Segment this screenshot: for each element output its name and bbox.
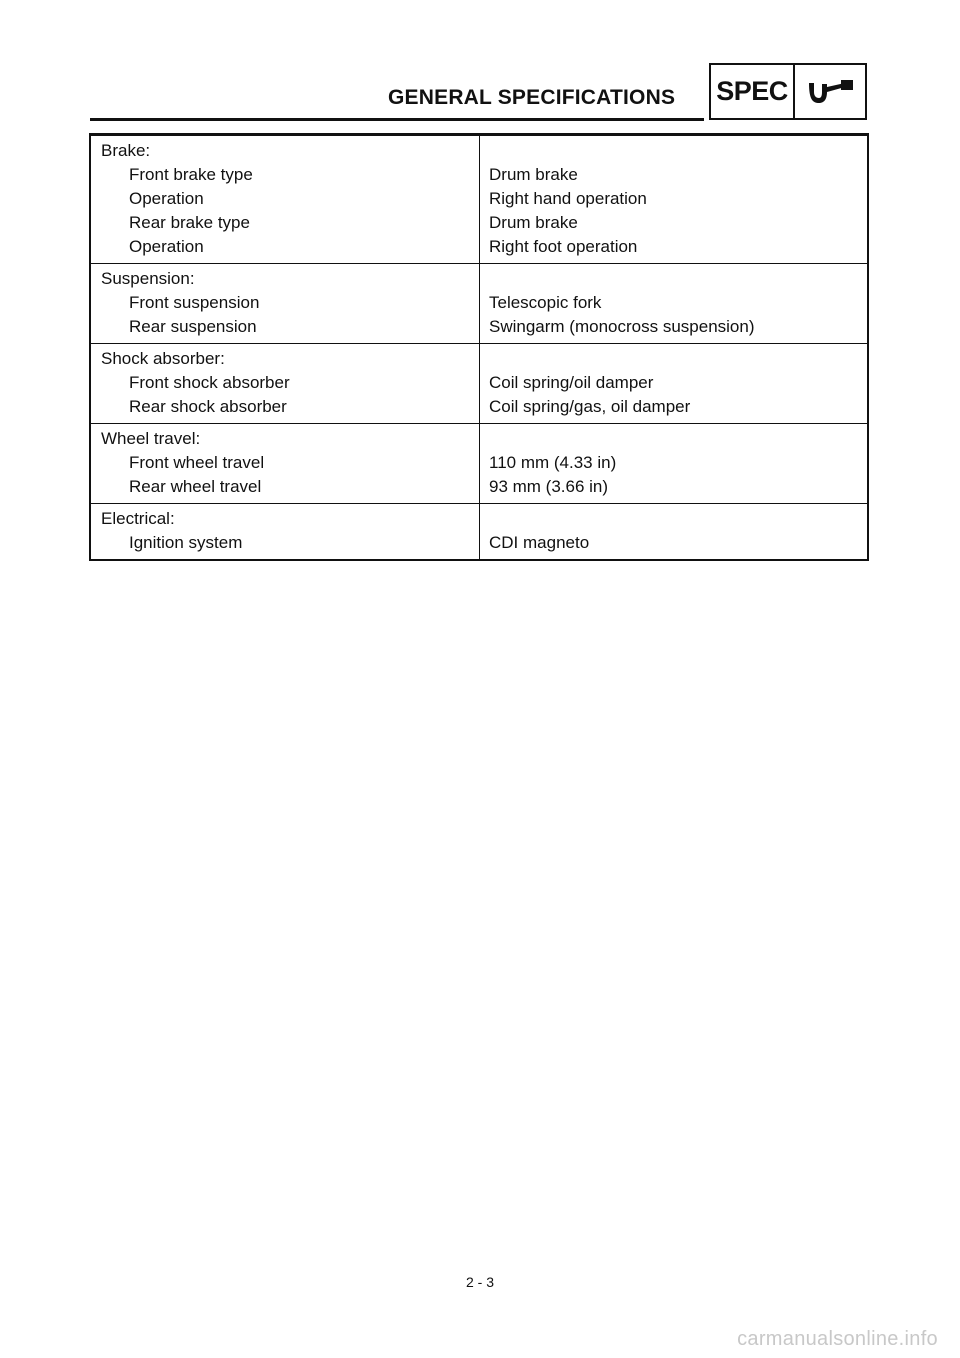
spec-value: Swingarm (monocross suspension)	[489, 317, 755, 336]
spec-value: 93 mm (3.66 in)	[489, 477, 609, 496]
spec-label: Rear brake type	[129, 213, 250, 232]
page-number: 2 - 3	[465, 1274, 494, 1290]
spec-group-heading: Electrical:	[101, 509, 175, 528]
spec-value: Drum brake	[489, 213, 578, 232]
spec-value: Coil spring/oil damper	[489, 373, 654, 392]
spec-group-heading: Wheel travel:	[101, 429, 201, 448]
section-tab	[709, 63, 867, 120]
spec-label: Operation	[129, 189, 204, 208]
wrench-icon-svg	[803, 75, 857, 109]
spec-label: Front brake type	[129, 165, 253, 184]
spec-value: Coil spring/gas, oil damper	[489, 397, 691, 416]
spec-value: Right hand operation	[489, 189, 647, 208]
spec-value: Right foot operation	[489, 237, 638, 256]
spec-value: 110 mm (4.33 in)	[489, 453, 617, 472]
page-title: GENERAL SPECIFICATIONS	[388, 86, 676, 109]
spec-label: Rear wheel travel	[129, 477, 262, 496]
spec-value: Telescopic fork	[489, 293, 602, 312]
spec-label: Front wheel travel	[129, 453, 265, 472]
spec-group-heading: Suspension:	[101, 269, 195, 288]
spec-label: Rear shock absorber	[129, 397, 287, 416]
spec-label: Front shock absorber	[129, 373, 290, 392]
spec-label: Operation	[129, 237, 204, 256]
section-code: SPEC	[711, 65, 795, 118]
spec-value: Drum brake	[489, 165, 578, 184]
spec-label: Ignition system	[129, 533, 243, 552]
wrench-icon	[795, 65, 865, 118]
spec-group-heading: Shock absorber:	[101, 349, 225, 368]
spec-value: CDI magneto	[489, 533, 590, 552]
header-rule	[90, 118, 704, 121]
spec-label: Rear suspension	[129, 317, 257, 336]
spec-table	[89, 133, 869, 561]
spec-label: Front suspension	[129, 293, 260, 312]
watermark: carmanualsonline.info	[737, 1328, 938, 1350]
spec-group-heading: Brake:	[101, 141, 151, 160]
column-divider	[479, 135, 480, 559]
